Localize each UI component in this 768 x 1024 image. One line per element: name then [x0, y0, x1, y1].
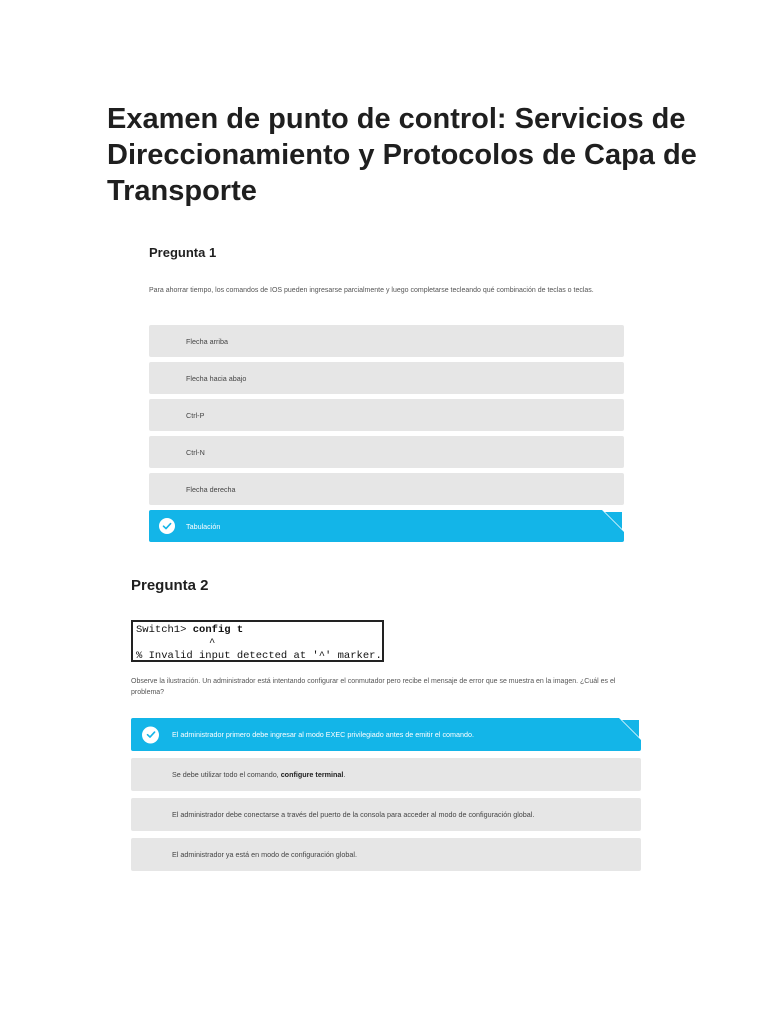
q2-option-4[interactable] — [131, 838, 641, 871]
cli-prompt: Switch1> — [136, 624, 187, 636]
q1-option-3[interactable] — [149, 399, 624, 431]
option-label: El administrador ya está en modo de configuración global. — [172, 850, 357, 859]
option-label: Tabulación — [186, 521, 221, 531]
check-circle-icon — [159, 518, 175, 534]
question-2-heading: Pregunta 2 — [131, 577, 209, 594]
q1-option-2[interactable] — [149, 362, 624, 394]
question-1-text: Para ahorrar tiempo, los comandos de IOS pueden ingresarse parcialmente y luego completarse tecleando qué combinación de teclas o teclas. — [149, 287, 594, 294]
corner-flag-fill — [622, 720, 639, 737]
q2-option-2[interactable] — [131, 758, 641, 791]
corner-flag-fill — [605, 512, 622, 529]
check-circle-icon — [142, 726, 159, 743]
question-2-text: Observe la ilustración. Un administrador está intentando configurar el conmutador pero recibe el mensaje de error que se muestra en la imagen. ¿Cuál es el problema? — [131, 678, 616, 696]
q1-option-1[interactable] — [149, 325, 624, 357]
cli-error: % Invalid input detected at '^' marker. — [136, 650, 382, 662]
option-label: Flecha derecha — [186, 484, 236, 494]
option-label: Ctrl-N — [186, 447, 205, 457]
q1-option-4[interactable] — [149, 436, 624, 468]
cli-command: config t — [192, 624, 244, 636]
question-1-heading: Pregunta 1 — [149, 245, 217, 260]
cli-exhibit — [131, 620, 384, 662]
q1-option-6-correct[interactable] — [149, 510, 624, 542]
cli-caret: ^ — [209, 637, 216, 649]
option-label: El administrador primero debe ingresar al modo EXEC privilegiado antes de emitir el comando. — [172, 730, 475, 739]
page-title: Examen de punto de control: Servicios de Direccionamiento y Protocolos de Capa de Transporte — [107, 103, 697, 207]
q2-option-3[interactable] — [131, 798, 641, 831]
option-label: Flecha arriba — [186, 336, 228, 346]
option-label: El administrador debe conectarse a través del puerto de la consola para acceder al modo de configuración global. — [172, 810, 535, 819]
option-label: Flecha hacia abajo — [186, 373, 247, 383]
option-label: Ctrl-P — [186, 410, 205, 420]
q1-option-5[interactable] — [149, 473, 624, 505]
option-label: Se debe utilizar todo el comando, configure terminal. — [172, 770, 346, 779]
q2-option-1-correct[interactable] — [131, 718, 641, 751]
option-bold-text: configure terminal — [280, 770, 344, 779]
